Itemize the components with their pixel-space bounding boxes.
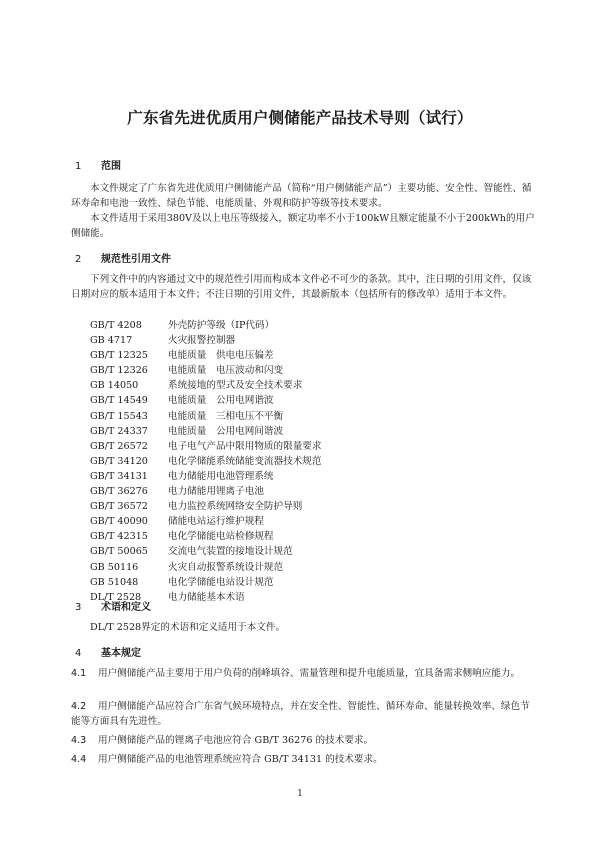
clause-number: 4.3 [71, 735, 87, 746]
reference-item [90, 529, 322, 544]
reference-code: DL/T 2528 [90, 591, 142, 603]
reference-name: 电化学储能电站检修规程 [168, 531, 274, 543]
scope-paragraph-1: 本文件规定了广东省先进优质用户侧储能产品（简称“用户侧储能产品”）主要功能、安全性、智能性、循环寿命和电池一致性、绿色节能、电能质量、外观和防护等级等技术要求。 [71, 183, 532, 210]
reference-code: GB 51048 [90, 576, 139, 588]
reference-item [90, 378, 322, 393]
reference-item [90, 454, 322, 469]
reference-name: 电力储能基本术语 [168, 591, 245, 603]
section-2-heading [75, 250, 171, 265]
reference-item [90, 484, 322, 499]
clause-text: 用户侧储能产品主要用于用户负荷的削峰填谷、需量管理和提升电能质量，宜具备需求侧响应能力。 [98, 668, 521, 679]
reference-item [90, 409, 322, 424]
reference-item [90, 514, 322, 529]
reference-code: GB/T 34120 [90, 455, 148, 467]
reference-code: GB/T 15543 [90, 410, 148, 422]
page-number: 1 [297, 789, 303, 799]
section-title: 基本规定 [101, 648, 141, 659]
clause-number: 4.1 [71, 668, 87, 679]
section-1-heading [75, 157, 121, 172]
reference-code: GB 14050 [90, 380, 139, 392]
reference-item [90, 333, 322, 348]
section-4-heading [75, 644, 141, 659]
section-number: 2 [75, 254, 82, 265]
reference-item [90, 318, 322, 333]
reference-item [90, 499, 322, 514]
section-title: 范围 [101, 161, 121, 172]
reference-name: 电能质量 电压波动和闪变 [168, 365, 284, 377]
reference-name: 火灾自动报警系统设计规范 [168, 561, 284, 573]
clause-4-4 [71, 752, 537, 767]
reference-code: GB/T 4208 [90, 320, 142, 331]
reference-code: GB/T 14549 [90, 395, 148, 407]
reference-item [90, 393, 322, 408]
reference-code: GB/T 42315 [90, 531, 148, 543]
clause-text: 用户侧储能产品的电池管理系统应符合 GB/T 34131 的技术要求。 [98, 754, 383, 765]
reference-code: GB/T 24337 [90, 425, 148, 437]
reference-item [90, 575, 322, 590]
clause-4-3 [71, 733, 537, 748]
reference-item [90, 424, 322, 439]
reference-name: 电能质量 公用电网谐波 [168, 395, 274, 407]
section-3-heading [75, 598, 151, 613]
reference-code: GB 4717 [90, 335, 133, 347]
clause-number: 4.4 [71, 754, 87, 765]
reference-name: 电力监控系统网络安全防护导则 [168, 501, 303, 513]
section-title: 术语和定义 [101, 602, 151, 613]
reference-name: 电化学储能电站设计规范 [168, 576, 274, 588]
reference-name: 电子电气产品中限用物质的限量要求 [168, 440, 322, 452]
section-number: 1 [75, 161, 82, 172]
reference-item [90, 439, 322, 454]
reference-code: GB/T 36276 [90, 486, 148, 498]
clause-number: 4.2 [71, 701, 87, 712]
section-title: 规范性引用文件 [101, 254, 171, 265]
reference-code: GB/T 36572 [90, 501, 148, 513]
reference-code: GB/T 50065 [90, 546, 148, 558]
reference-name: 电能质量 三相电压不平衡 [168, 410, 284, 422]
reference-item [90, 544, 322, 559]
clause-text: 用户侧储能产品的锂离子电池应符合 GB/T 36276 的技术要求。 [98, 735, 374, 746]
clause-4-2 [71, 699, 537, 730]
reference-code: GB 50116 [90, 561, 139, 573]
normative-intro-paragraph: 下列文件中的内容通过文中的规范性引用而构成本文件必不可少的条款。其中，注日期的引用文件，仅该日期对应的版本适用于本文件；不注日期的引用文件，其最新版本（包括所有的修改单）适用于本文件。 [71, 274, 532, 301]
reference-code: GB/T 26572 [90, 440, 148, 452]
reference-name: 电能质量 供电电压偏差 [168, 350, 274, 362]
reference-item [90, 560, 322, 575]
reference-item [90, 469, 322, 484]
scope-paragraph-2: 本文件适用于采用380V及以上电压等级接入，额定功率不小于100kW且额定能量不小于200kWh的用户侧储能。 [71, 213, 535, 240]
section-number: 4 [75, 648, 82, 659]
reference-item [90, 348, 322, 363]
reference-name: 储能电站运行维护规程 [168, 516, 264, 528]
document-title: 广东省先进优质用户侧储能产品技术导则（试行） [127, 109, 473, 127]
reference-name: 电化学储能系统储能变流器技术规范 [168, 455, 322, 467]
reference-name: 电力储能用电池管理系统 [168, 470, 274, 482]
reference-code: GB/T 40090 [90, 516, 148, 528]
reference-code: GB/T 12326 [90, 365, 148, 377]
reference-item [90, 363, 322, 378]
reference-name: 外壳防护等级（IP代码） [168, 320, 275, 331]
reference-name: 交流电气装置的接地设计规范 [168, 546, 293, 558]
terms-paragraph: DL/T 2528界定的术语和定义适用于本文件。 [90, 622, 286, 633]
normative-reference-list [90, 318, 322, 605]
clause-4-1 [71, 666, 537, 681]
reference-code: GB/T 12325 [90, 350, 148, 362]
reference-code: GB/T 34131 [90, 470, 148, 482]
reference-name: 电力储能用锂离子电池 [168, 486, 264, 498]
section-number: 3 [75, 602, 82, 613]
reference-name: 火灾报警控制器 [168, 335, 236, 347]
clause-text: 用户侧储能产品应符合广东省气候环境特点，并在安全性、智能性、循环寿命、能量转换效率、绿色节能等方面具有先进性。 [71, 701, 530, 728]
reference-name: 系统接地的型式及安全技术要求 [168, 380, 303, 392]
reference-name: 电能质量 公用电网间谐波 [168, 425, 284, 437]
